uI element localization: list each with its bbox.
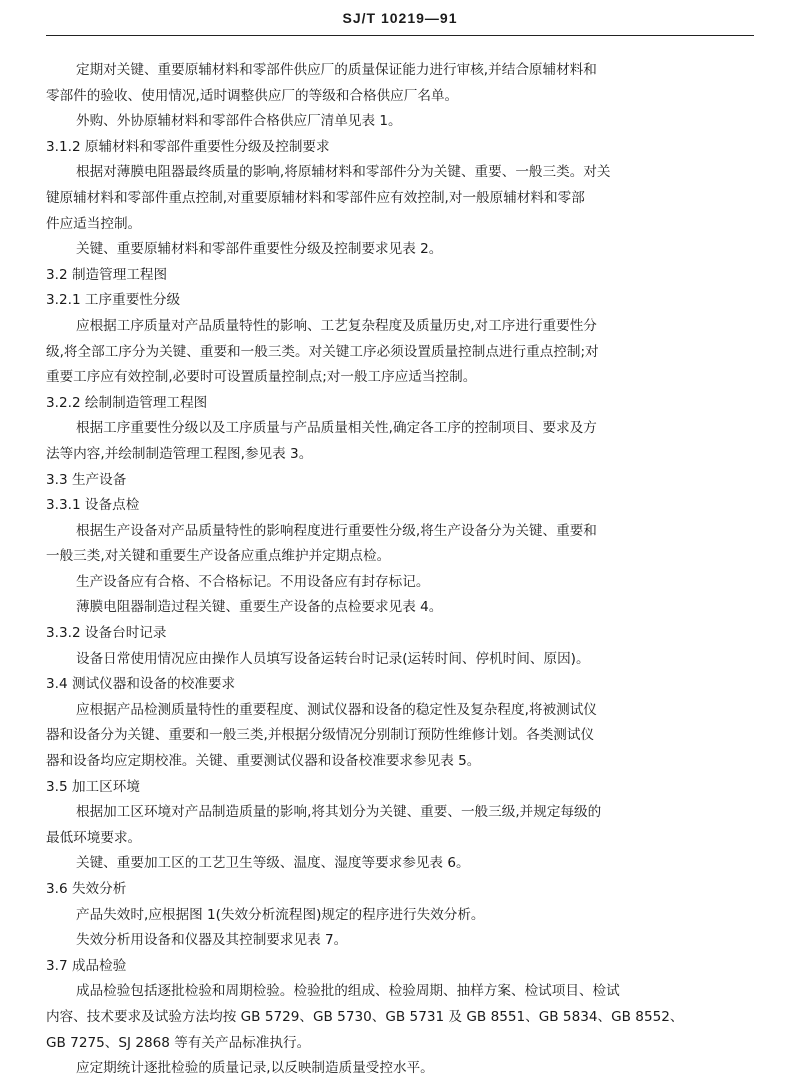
section-heading: 3.3 生产设备: [46, 471, 127, 488]
paragraph-line: 外购、外协原辅材料和零部件合格供应厂清单见表 1。: [76, 113, 402, 130]
paragraph-line: 级,将全部工序分为关键、重要和一般三类。对关键工序必须设置质量控制点进行重点控制;对: [46, 343, 599, 360]
paragraph-line: 器和设备均应定期校准。关键、重要测试仪器和设备校准要求参见表 5。: [46, 753, 481, 770]
header-rule: [46, 35, 754, 36]
paragraph-line: 一般三类,对关键和重要生产设备应重点维护并定期点检。: [46, 548, 391, 565]
paragraph-line: 重要工序应有效控制,必要时可设置质量控制点;对一般工序应适当控制。: [46, 369, 477, 386]
section-heading: 3.7 成品检验: [46, 957, 127, 974]
paragraph-line: 根据加工区环境对产品制造质量的影响,将其划分为关键、重要、一般三级,并规定每级的: [76, 804, 602, 821]
paragraph-line: 件应适当控制。: [46, 215, 142, 232]
paragraph-line: 关键、重要加工区的工艺卫生等级、温度、湿度等要求参见表 6。: [76, 855, 470, 872]
section-heading: 3.1.2 原辅材料和零部件重要性分级及控制要求: [46, 138, 330, 155]
paragraph-line: 零部件的验收、使用情况,适时调整供应厂的等级和合格供应厂名单。: [46, 87, 459, 104]
paragraph-line: 产品失效时,应根据图 1(失效分析流程图)规定的程序进行失效分析。: [76, 906, 485, 923]
section-heading: 3.5 加工区环境: [46, 778, 140, 795]
paragraph-line: 根据工序重要性分级以及工序质量与产品质量相关性,确定各工序的控制项目、要求及方: [76, 420, 597, 437]
paragraph-line: 最低环境要求。: [46, 829, 142, 846]
paragraph-line: 器和设备分为关键、重要和一般三类,并根据分级情况分别制订预防性维修计划。各类测试仪: [46, 727, 595, 744]
paragraph-line: 键原辅材料和零部件重点控制,对重要原辅材料和零部件应有效控制,对一般原辅材料和零部: [46, 189, 585, 206]
section-heading: 3.2.1 工序重要性分级: [46, 292, 181, 309]
paragraph-line: 设备日常使用情况应由操作人员填写设备运转台时记录(运转时间、停机时间、原因)。: [76, 650, 590, 667]
paragraph-line: 应根据产品检测质量特性的重要程度、测试仪器和设备的稳定性及复杂程度,将被测试仪: [76, 701, 597, 718]
section-heading: 3.4 测试仪器和设备的校准要求: [46, 676, 236, 693]
paragraph-line: 生产设备应有合格、不合格标记。不用设备应有封存标记。: [76, 573, 430, 590]
paragraph-line: 内容、技术要求及试验方法均按 GB 5729、GB 5730、GB 5731 及 GB 8551、GB 5834、GB 8552、: [46, 1008, 684, 1025]
paragraph-line: 法等内容,并绘制制造管理工程图,参见表 3。: [46, 445, 313, 462]
paragraph-line: 定期对关键、重要原辅材料和零部件供应厂的质量保证能力进行审核,并结合原辅材料和: [76, 62, 597, 78]
paragraph-line: 根据生产设备对产品质量特性的影响程度进行重要性分级,将生产设备分为关键、重要和: [76, 522, 597, 539]
section-heading: 3.2.2 绘制制造管理工程图: [46, 394, 208, 411]
paragraph-line: GB 7275、SJ 2868 等有关产品标准执行。: [46, 1034, 311, 1051]
paragraph-line: 应定期统计逐批检验的质量记录,以反映制造质量受控水平。: [76, 1060, 434, 1077]
section-heading: 3.2 制造管理工程图: [46, 266, 168, 283]
paragraph-line: 根据对薄膜电阻器最终质量的影响,将原辅材料和零部件分为关键、重要、一般三类。对关: [76, 164, 611, 181]
paragraph-line: 薄膜电阻器制造过程关键、重要生产设备的点检要求见表 4。: [76, 599, 443, 616]
document-body: [46, 58, 758, 1082]
paragraph-line: 关键、重要原辅材料和零部件重要性分级及控制要求见表 2。: [76, 241, 443, 258]
paragraph-line: 应根据工序质量对产品质量特性的影响、工艺复杂程度及质量历史,对工序进行重要性分: [76, 317, 597, 334]
paragraph-line: 成品检验包括逐批检验和周期检验。检验批的组成、检验周期、抽样方案、检试项目、检试: [76, 983, 620, 1000]
paragraph-line: 失效分析用设备和仪器及其控制要求见表 7。: [76, 932, 348, 949]
section-heading: 3.3.2 设备台时记录: [46, 625, 167, 642]
section-heading: 3.3.1 设备点检: [46, 497, 140, 514]
section-heading: 3.6 失效分析: [46, 881, 127, 897]
standard-number-header: SJ/T 10219—91: [342, 10, 458, 26]
